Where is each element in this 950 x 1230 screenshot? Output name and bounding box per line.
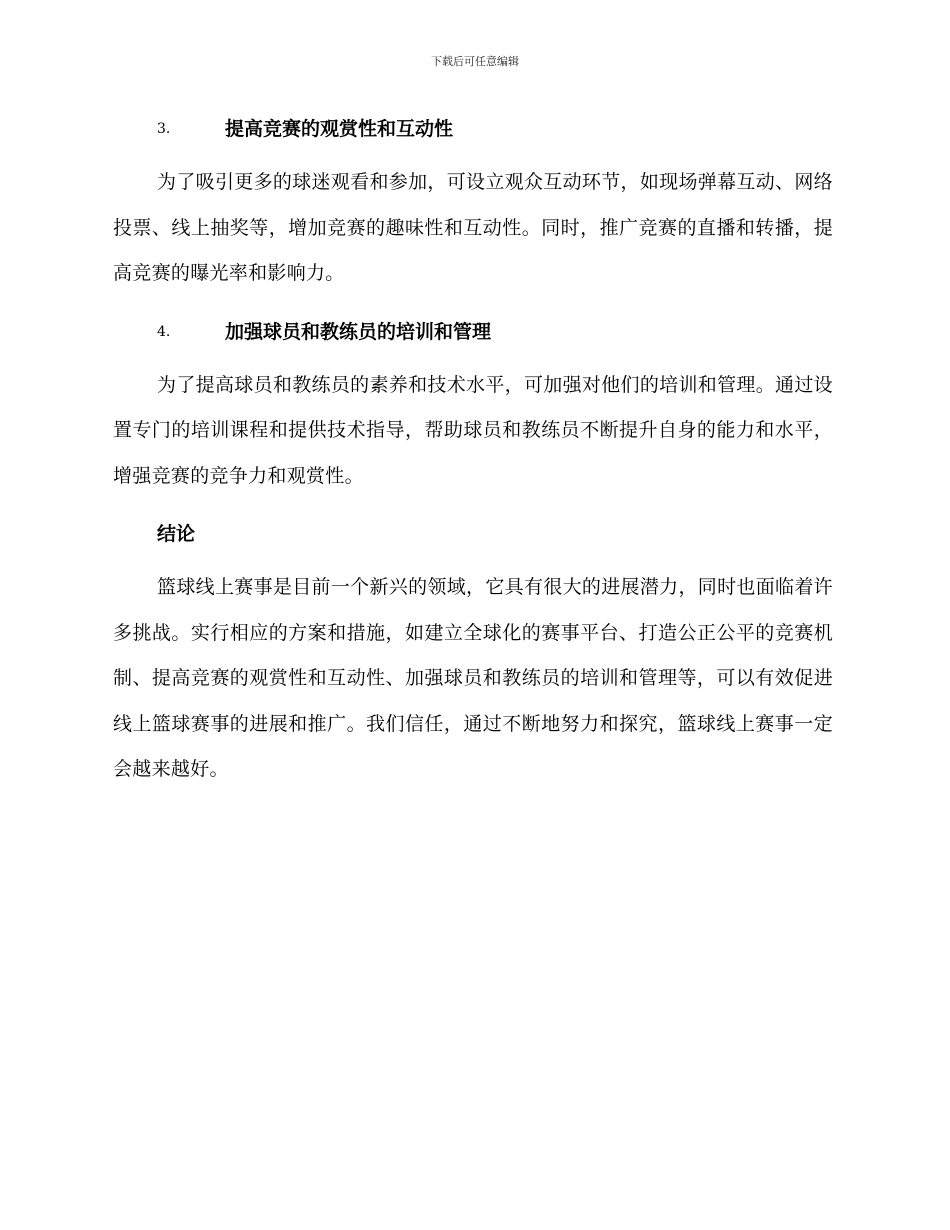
conclusion-paragraph: 篮球线上赛事是目前一个新兴的领域，它具有很大的进展潜力，同时也面临着许多挑战。实行相应的方案和措施，如建立全球化的赛事平台、打造公正公平的竞赛机制、提高竞赛的观赏性和互动性、加强球员和教练员的培训和管理等，可以有效促进线上篮球赛事的进展和推广。我们信任，通过不断地努力和探究，篮球线上赛事一定会越来越好。 (113, 576, 833, 780)
section-title: 加强球员和教练员的培训和管理 (225, 320, 492, 343)
conclusion-title: 结论 (157, 523, 196, 545)
document-body (113, 112, 833, 811)
page-header: 下载后可任意编辑 (431, 55, 519, 68)
section-title: 提高竞赛的观赏性和互动性 (225, 118, 454, 140)
section-heading-3 (113, 112, 833, 146)
section-number: 4. (157, 323, 171, 340)
section-number: 3. (157, 121, 171, 137)
conclusion-heading (113, 517, 833, 551)
section-paragraph-4: 为了提高球员和教练员的素养和技术水平，可加强对他们的培训和管理。通过设置专门的培训课程和提供技术指导，帮助球员和教练员不断提升自身的能力和水平，增强竞赛的竞争力和观赏性。 (113, 373, 833, 487)
section-paragraph-3: 为了吸引更多的球迷观看和参加，可设立观众互动环节，如现场弹幕互动、网络投票、线上抽奖等，增加竞赛的趣味性和互动性。同时，推广竞赛的直播和转播，提高竞赛的曝光率和影响力。 (113, 171, 833, 284)
section-heading-4 (113, 315, 833, 349)
